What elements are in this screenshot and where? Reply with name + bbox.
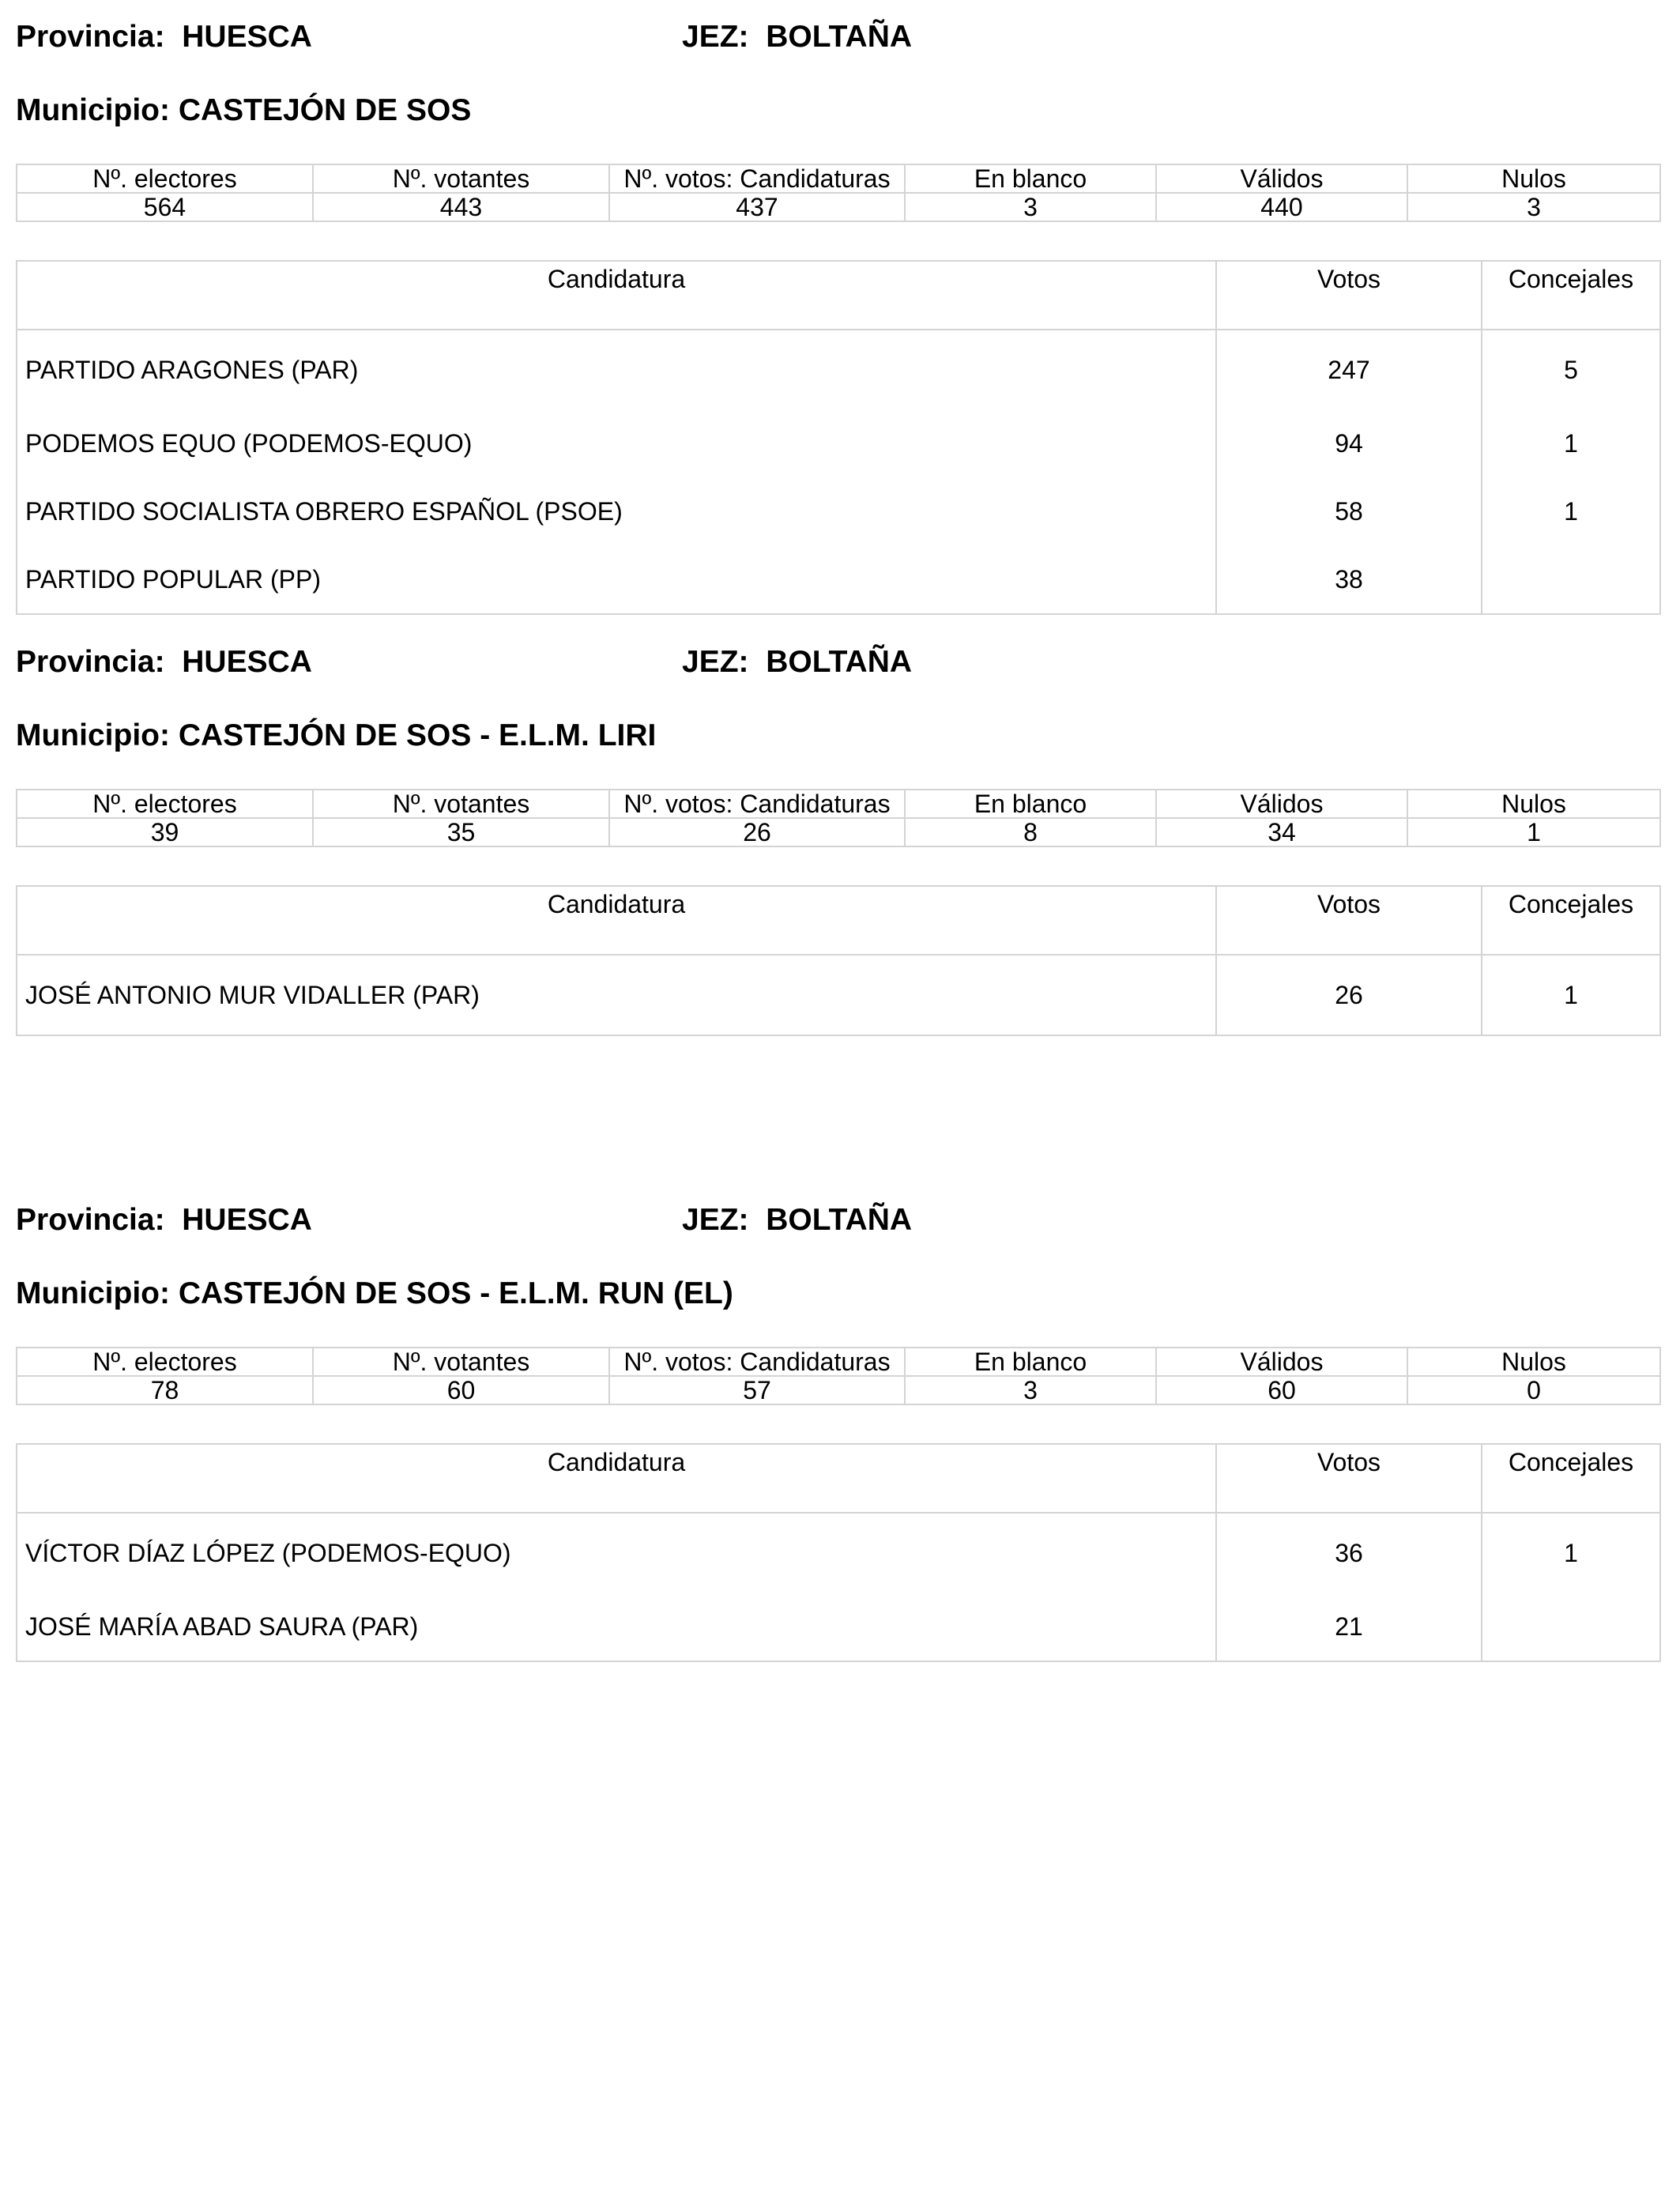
province-label: Provincia: HUESCA xyxy=(16,20,312,54)
header-concejales: Concejales xyxy=(1482,886,1660,955)
candidates-header-row xyxy=(17,1444,1660,1513)
candidate-name: JOSÉ MARÍA ABAD SAURA (PAR) xyxy=(17,1593,1216,1661)
candidates-header-row xyxy=(17,261,1660,330)
results-section-run xyxy=(16,1197,1659,1662)
table-row xyxy=(17,545,1660,614)
stats-validos: 440 xyxy=(1156,193,1407,221)
candidate-concejales xyxy=(1482,545,1660,614)
stats-header-row xyxy=(17,164,1660,193)
header-concejales: Concejales xyxy=(1482,1444,1660,1513)
stats-header-validos: Válidos xyxy=(1156,164,1407,193)
stats-en-blanco: 8 xyxy=(905,818,1156,846)
stats-header-en-blanco: En blanco xyxy=(905,164,1156,193)
stats-validos: 34 xyxy=(1156,818,1407,846)
stats-header-votantes: Nº. votantes xyxy=(313,790,609,818)
stats-header-electores: Nº. electores xyxy=(17,790,313,818)
stats-header-nulos: Nulos xyxy=(1407,790,1660,818)
candidate-votos: 21 xyxy=(1216,1593,1482,1661)
stats-header-en-blanco: En blanco xyxy=(905,790,1156,818)
province-label: Provincia: HUESCA xyxy=(16,1203,312,1237)
stats-votantes: 60 xyxy=(313,1376,609,1404)
province-line xyxy=(16,1197,1659,1244)
header-candidatura: Candidatura xyxy=(17,886,1216,955)
table-row xyxy=(17,1593,1660,1661)
candidate-votos: 38 xyxy=(1216,545,1482,614)
candidate-concejales: 1 xyxy=(1482,955,1660,1035)
stats-value-row xyxy=(17,818,1660,846)
municipality-title: Municipio: CASTEJÓN DE SOS xyxy=(16,93,472,127)
candidate-name: PODEMOS EQUO (PODEMOS-EQUO) xyxy=(17,409,1216,477)
table-row xyxy=(17,330,1660,409)
municipality-title: Municipio: CASTEJÓN DE SOS - E.L.M. LIRI xyxy=(16,718,657,752)
stats-header-en-blanco: En blanco xyxy=(905,1348,1156,1376)
stats-value-row xyxy=(17,1376,1660,1404)
jez-label: JEZ: BOLTAÑA xyxy=(682,645,913,679)
stats-votantes: 443 xyxy=(313,193,609,221)
stats-table xyxy=(16,789,1661,847)
header-candidatura: Candidatura xyxy=(17,1444,1216,1513)
candidate-votos: 58 xyxy=(1216,477,1482,545)
candidates-table xyxy=(16,260,1661,615)
stats-votantes: 35 xyxy=(313,818,609,846)
header-votos: Votos xyxy=(1216,261,1482,330)
municipality-title: Municipio: CASTEJÓN DE SOS - E.L.M. RUN (EL) xyxy=(16,1276,733,1310)
results-section-castejon xyxy=(16,13,1659,615)
candidate-concejales: 1 xyxy=(1482,477,1660,545)
stats-votos-candidaturas: 26 xyxy=(609,818,905,846)
stats-nulos: 1 xyxy=(1407,818,1660,846)
stats-header-votantes: Nº. votantes xyxy=(313,1348,609,1376)
stats-nulos: 3 xyxy=(1407,193,1660,221)
province-label: Provincia: HUESCA xyxy=(16,645,312,679)
stats-nulos: 0 xyxy=(1407,1376,1660,1404)
header-concejales: Concejales xyxy=(1482,261,1660,330)
table-row xyxy=(17,477,1660,545)
candidate-concejales: 1 xyxy=(1482,409,1660,477)
table-row xyxy=(17,1513,1660,1593)
stats-header-validos: Válidos xyxy=(1156,1348,1407,1376)
candidate-name: VÍCTOR DÍAZ LÓPEZ (PODEMOS-EQUO) xyxy=(17,1513,1216,1593)
stats-electores: 39 xyxy=(17,818,313,846)
candidate-name: PARTIDO POPULAR (PP) xyxy=(17,545,1216,614)
jez-label: JEZ: BOLTAÑA xyxy=(682,1203,913,1237)
stats-electores: 564 xyxy=(17,193,313,221)
table-row xyxy=(17,409,1660,477)
candidate-votos: 247 xyxy=(1216,330,1482,409)
stats-header-electores: Nº. electores xyxy=(17,1348,313,1376)
candidate-name: PARTIDO SOCIALISTA OBRERO ESPAÑOL (PSOE) xyxy=(17,477,1216,545)
candidate-concejales: 5 xyxy=(1482,330,1660,409)
candidates-table xyxy=(16,885,1661,1036)
stats-header-row xyxy=(17,1348,1660,1376)
stats-en-blanco: 3 xyxy=(905,1376,1156,1404)
candidate-name: JOSÉ ANTONIO MUR VIDALLER (PAR) xyxy=(17,955,1216,1035)
stats-table xyxy=(16,1347,1661,1405)
candidates-table xyxy=(16,1443,1661,1662)
province-line xyxy=(16,13,1659,61)
stats-validos: 60 xyxy=(1156,1376,1407,1404)
stats-header-votos-candidaturas: Nº. votos: Candidaturas xyxy=(609,164,905,193)
stats-header-nulos: Nulos xyxy=(1407,164,1660,193)
header-votos: Votos xyxy=(1216,1444,1482,1513)
jez-label: JEZ: BOLTAÑA xyxy=(682,20,913,54)
candidate-votos: 94 xyxy=(1216,409,1482,477)
candidate-votos: 26 xyxy=(1216,955,1482,1035)
candidate-votos: 36 xyxy=(1216,1513,1482,1593)
table-row xyxy=(17,955,1660,1035)
stats-header-validos: Válidos xyxy=(1156,790,1407,818)
candidate-name: PARTIDO ARAGONES (PAR) xyxy=(17,330,1216,409)
results-section-liri xyxy=(16,639,1659,1036)
stats-table xyxy=(16,164,1661,222)
stats-header-votantes: Nº. votantes xyxy=(313,164,609,193)
candidate-concejales: 1 xyxy=(1482,1513,1660,1593)
stats-value-row xyxy=(17,193,1660,221)
stats-en-blanco: 3 xyxy=(905,193,1156,221)
candidate-concejales xyxy=(1482,1593,1660,1661)
province-line xyxy=(16,639,1659,686)
stats-header-nulos: Nulos xyxy=(1407,1348,1660,1376)
stats-votos-candidaturas: 57 xyxy=(609,1376,905,1404)
stats-header-votos-candidaturas: Nº. votos: Candidaturas xyxy=(609,1348,905,1376)
stats-header-row xyxy=(17,790,1660,818)
header-votos: Votos xyxy=(1216,886,1482,955)
candidates-header-row xyxy=(17,886,1660,955)
stats-header-electores: Nº. electores xyxy=(17,164,313,193)
stats-electores: 78 xyxy=(17,1376,313,1404)
stats-votos-candidaturas: 437 xyxy=(609,193,905,221)
header-candidatura: Candidatura xyxy=(17,261,1216,330)
stats-header-votos-candidaturas: Nº. votos: Candidaturas xyxy=(609,790,905,818)
